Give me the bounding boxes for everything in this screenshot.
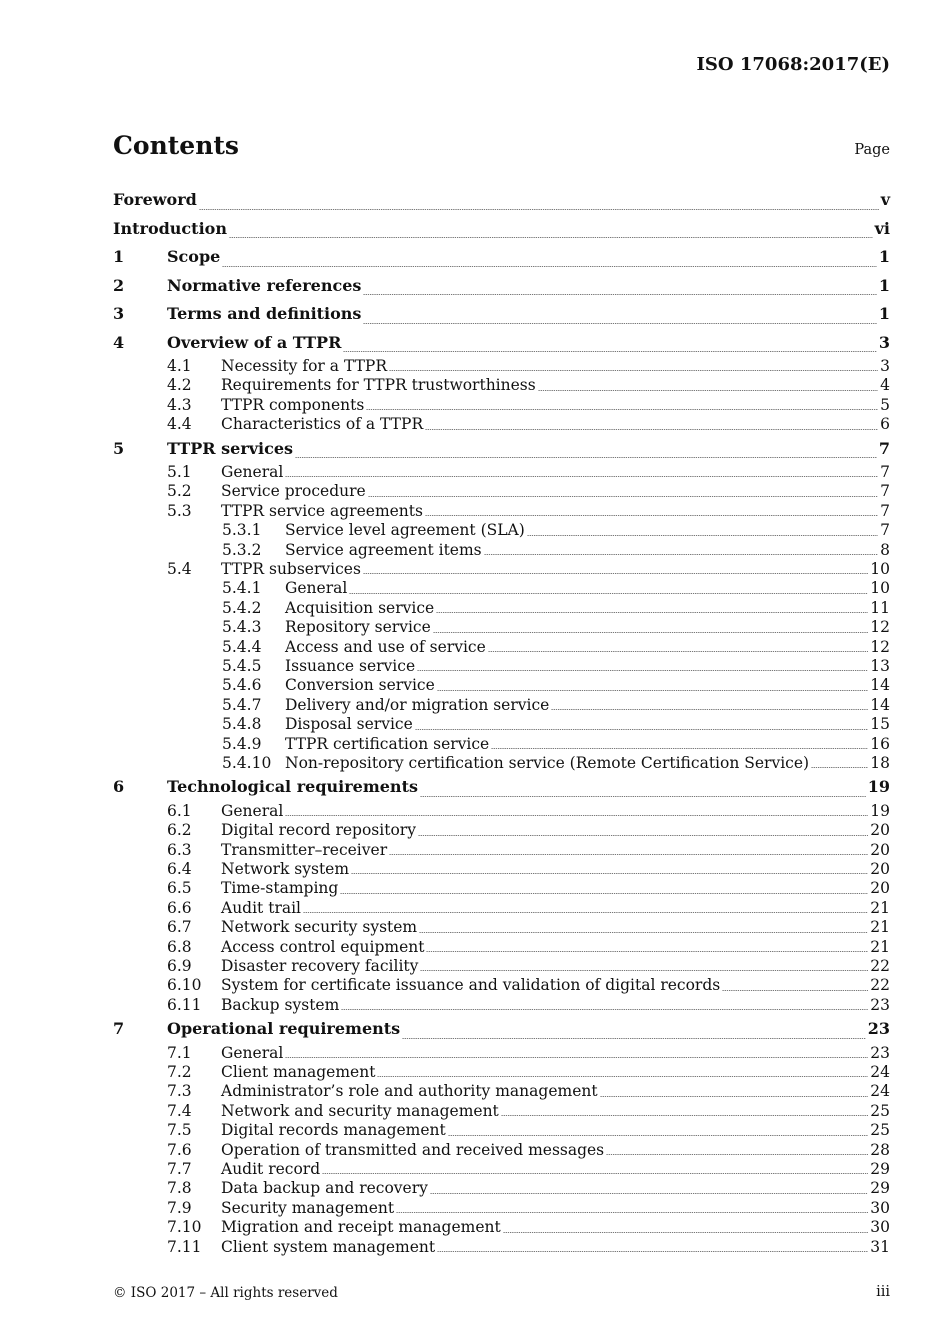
dot-leader xyxy=(488,651,868,652)
dot-leader xyxy=(420,970,868,971)
toc-entry[interactable] xyxy=(113,502,890,521)
toc-entry[interactable] xyxy=(113,482,890,501)
dot-leader xyxy=(448,1135,869,1136)
toc-entry-title: Network and security management xyxy=(221,1101,499,1120)
toc-entry-number: 5.4.3 xyxy=(222,618,262,637)
toc-entry-page: 24 xyxy=(870,1082,890,1101)
dot-leader xyxy=(349,593,868,594)
toc-entry-number: 4.3 xyxy=(167,395,192,414)
toc-entry[interactable] xyxy=(113,560,890,579)
toc-entry-page: 23 xyxy=(867,1019,890,1039)
dot-leader xyxy=(430,1193,868,1194)
page-column-label: Page xyxy=(854,142,890,158)
toc-entry-title: TTPR certification service xyxy=(285,734,490,753)
dot-leader xyxy=(285,1057,868,1058)
dot-leader xyxy=(341,1009,868,1010)
toc-entry[interactable] xyxy=(113,329,890,358)
toc-entry-title: Operational requirements xyxy=(167,1019,401,1039)
toc-entry-number: 6.5 xyxy=(167,879,192,898)
dot-leader xyxy=(402,1038,866,1039)
toc-entry-title: Introduction xyxy=(113,218,227,238)
toc-entry-title: Access control equipment xyxy=(221,937,425,956)
toc-entry-page: 19 xyxy=(870,801,890,820)
toc-entry-title: Characteristics of a TTPR xyxy=(221,415,424,434)
toc-entry-title: General xyxy=(221,801,284,820)
toc-entry-page: 3 xyxy=(878,332,890,352)
toc-entry-page: 21 xyxy=(870,918,890,937)
dot-leader xyxy=(420,796,866,797)
toc-entry-page: 29 xyxy=(870,1159,890,1178)
toc-entry[interactable] xyxy=(113,638,890,657)
toc-entry-page: 21 xyxy=(870,898,890,917)
toc-entry[interactable] xyxy=(113,463,890,482)
dot-leader xyxy=(285,476,878,477)
toc-entry-title: Overview of a TTPR xyxy=(167,332,342,352)
dot-leader xyxy=(722,990,868,991)
dot-leader xyxy=(396,1212,868,1213)
toc-entry-number: 6.4 xyxy=(167,859,192,878)
toc-entry[interactable] xyxy=(113,802,890,821)
toc-entry-page: 14 xyxy=(870,695,890,714)
toc-entry[interactable] xyxy=(113,860,890,879)
document-id: ISO 17068:2017(E) xyxy=(696,54,890,75)
dot-leader xyxy=(425,515,878,516)
toc-entry-page: 25 xyxy=(870,1101,890,1120)
toc-entry-page: 8 xyxy=(880,540,890,559)
toc-entry-number: 7.10 xyxy=(167,1218,202,1237)
toc-entry-title: General xyxy=(221,463,284,482)
toc-entry[interactable] xyxy=(113,996,890,1015)
footer-page-number: iii xyxy=(876,1284,890,1300)
dot-leader xyxy=(343,351,876,352)
toc-entry-number: 5.4.9 xyxy=(222,734,262,753)
toc-entry[interactable] xyxy=(113,1199,890,1218)
toc-entry-page: 10 xyxy=(870,579,890,598)
toc-entry-number: 7.2 xyxy=(167,1063,192,1081)
dot-leader xyxy=(322,1173,868,1174)
dot-leader xyxy=(527,535,878,536)
toc-entry[interactable] xyxy=(113,821,890,840)
toc-entry-title: Backup system xyxy=(221,995,340,1014)
dot-leader xyxy=(419,932,868,933)
toc-entry[interactable] xyxy=(113,357,890,376)
toc-entry-page: 7 xyxy=(880,463,890,482)
toc-entry-number: 5.4.8 xyxy=(222,715,262,734)
toc-entry-page: 25 xyxy=(870,1121,890,1140)
toc-entry-page: v xyxy=(880,190,890,209)
toc-entry-number: 6.6 xyxy=(167,898,192,917)
toc-entry[interactable] xyxy=(113,1121,890,1140)
toc-entry-page: 24 xyxy=(870,1063,890,1081)
toc-entry-title: Issuance service xyxy=(285,656,416,675)
dot-leader xyxy=(425,429,878,430)
toc-entry-number: 5.4 xyxy=(167,560,192,579)
toc-entry-title: Conversion service xyxy=(285,676,435,695)
toc-entry-title: Transmitter–receiver xyxy=(221,840,388,859)
toc-entry-number: 5.4.6 xyxy=(222,676,262,695)
toc-entry-page: 11 xyxy=(870,598,890,617)
toc-entry[interactable] xyxy=(113,841,890,860)
dot-leader xyxy=(538,390,878,391)
toc-entry-title: Digital record repository xyxy=(221,821,416,840)
toc-entry-title: Network security system xyxy=(221,918,418,937)
toc-entry-page: 3 xyxy=(880,357,890,375)
toc-entry-page: 20 xyxy=(870,840,890,859)
toc-entry-page: 12 xyxy=(870,618,890,637)
dot-leader xyxy=(351,873,868,874)
toc-entry-title: Administrator’s role and authority management xyxy=(221,1082,598,1101)
toc-entry-title: Network system xyxy=(221,859,350,878)
toc-entry-page: 29 xyxy=(870,1179,890,1198)
toc-entry[interactable] xyxy=(113,599,890,618)
toc-entry[interactable] xyxy=(113,976,890,995)
toc-entry-number: 4.1 xyxy=(167,357,192,375)
toc-entry-title: Service level agreement (SLA) xyxy=(285,521,525,540)
toc-entry-number: 5.3.1 xyxy=(222,521,262,540)
dot-leader xyxy=(491,748,868,749)
toc-entry-number: 4.4 xyxy=(167,415,192,434)
toc-entry-title: Terms and definitions xyxy=(167,304,362,323)
toc-entry-number: 7.7 xyxy=(167,1159,192,1178)
toc-entry-title: Audit record xyxy=(221,1159,321,1178)
toc-entry[interactable] xyxy=(113,938,890,957)
toc-entry-page: 18 xyxy=(870,753,890,772)
toc-entry-number: 1 xyxy=(113,247,125,266)
toc-entry-title: Disaster recovery facility xyxy=(221,956,419,975)
toc-entry-title: Operation of transmitted and received messages xyxy=(221,1140,605,1159)
dot-leader xyxy=(418,835,868,836)
toc-entry-title: Necessity for a TTPR xyxy=(221,357,388,375)
dot-leader xyxy=(606,1154,868,1155)
toc-entry-title: Disposal service xyxy=(285,715,413,734)
dot-leader xyxy=(417,670,868,671)
dot-leader xyxy=(437,1251,868,1252)
toc-entry[interactable] xyxy=(113,957,890,976)
toc-entry-page: 30 xyxy=(870,1198,890,1217)
toc-entry[interactable] xyxy=(113,579,890,598)
dot-leader xyxy=(389,854,868,855)
toc-entry[interactable] xyxy=(113,415,890,434)
toc-entry[interactable] xyxy=(113,215,890,244)
dot-leader xyxy=(503,1232,869,1233)
toc-entry-title: Acquisition service xyxy=(285,598,435,617)
toc-entry[interactable] xyxy=(113,773,890,802)
toc-entry-page: 28 xyxy=(870,1140,890,1159)
toc-entry-number: 7.9 xyxy=(167,1198,192,1217)
toc-entry-page: 14 xyxy=(870,676,890,695)
toc-entry-number: 2 xyxy=(113,275,125,295)
toc-entry-title: Client management xyxy=(221,1063,376,1081)
toc-entry-title: Client system management xyxy=(221,1237,436,1256)
toc-entry-number: 5.4.10 xyxy=(222,753,272,772)
dot-leader xyxy=(295,457,877,458)
toc-entry-page: vi xyxy=(874,218,890,238)
toc-entry-title: Access and use of service xyxy=(285,637,486,656)
toc-entry[interactable] xyxy=(113,376,890,395)
toc-entry[interactable] xyxy=(113,1179,890,1198)
dot-leader xyxy=(340,893,868,894)
toc-entry-number: 7.3 xyxy=(167,1082,192,1101)
contents-heading: Contents xyxy=(113,131,240,160)
toc-entry-title: Migration and receipt management xyxy=(221,1218,501,1237)
toc-entry-page: 15 xyxy=(870,715,890,734)
toc-entry[interactable] xyxy=(113,918,890,937)
copyright-footer: © ISO 2017 – All rights reserved xyxy=(113,1285,338,1301)
toc-entry-page: 20 xyxy=(870,879,890,898)
toc-entry-title: Audit trail xyxy=(221,898,302,917)
toc-entry-title: Service procedure xyxy=(221,482,366,501)
toc-entry-page: 23 xyxy=(870,1043,890,1062)
toc-entry-page: 7 xyxy=(880,501,890,520)
dot-leader xyxy=(368,496,878,497)
toc-entry-page: 6 xyxy=(880,415,890,434)
toc-entry-title: Foreword xyxy=(113,190,197,209)
toc-entry[interactable] xyxy=(113,1160,890,1179)
toc-entry-number: 7.6 xyxy=(167,1140,192,1159)
toc-entry-number: 5.4.7 xyxy=(222,695,262,714)
toc-entry[interactable] xyxy=(113,618,890,637)
toc-entry-page: 12 xyxy=(870,637,890,656)
toc-entry-number: 7.8 xyxy=(167,1179,192,1198)
toc-entry-number: 5.4.4 xyxy=(222,637,262,656)
toc-entry-title: Time-stamping xyxy=(221,879,339,898)
dot-leader xyxy=(229,237,873,238)
toc-entry-title: Technological requirements xyxy=(167,777,418,797)
toc-entry[interactable] xyxy=(113,521,890,540)
toc-entry-page: 22 xyxy=(870,956,890,975)
dot-leader xyxy=(366,409,878,410)
toc-entry-page: 13 xyxy=(870,656,890,675)
toc-entry[interactable] xyxy=(113,1044,890,1063)
toc-entry-number: 5.4.2 xyxy=(222,598,262,617)
dot-leader xyxy=(199,209,879,210)
toc-entry[interactable] xyxy=(113,1238,890,1257)
toc-entry-page: 22 xyxy=(870,976,890,995)
toc-entry-title: General xyxy=(285,579,348,598)
toc-entry[interactable] xyxy=(113,300,890,329)
dot-leader xyxy=(437,690,868,691)
toc-entry-page: 20 xyxy=(870,859,890,878)
toc-entry[interactable] xyxy=(113,435,890,464)
dot-leader xyxy=(551,709,868,710)
toc-entry-page: 16 xyxy=(870,734,890,753)
toc-entry-page: 7 xyxy=(880,482,890,501)
toc-entry[interactable] xyxy=(113,1102,890,1121)
toc-entry-number: 7 xyxy=(113,1019,125,1039)
toc-entry-number: 6.7 xyxy=(167,918,192,937)
dot-leader xyxy=(363,323,876,324)
toc-entry-title: Non-repository certification service (Remote Certification Service) xyxy=(285,753,810,772)
toc-entry[interactable] xyxy=(113,879,890,898)
toc-entry-title: Security management xyxy=(221,1198,395,1217)
toc-entry-number: 6.10 xyxy=(167,976,202,995)
toc-entry-page: 10 xyxy=(870,560,890,579)
toc-entry[interactable] xyxy=(113,735,890,754)
toc-entry-title: Data backup and recovery xyxy=(221,1179,428,1198)
toc-entry-number: 6.3 xyxy=(167,840,192,859)
toc-entry-number: 7.4 xyxy=(167,1101,192,1120)
dot-leader xyxy=(501,1115,868,1116)
toc-entry-title: Service agreement items xyxy=(285,540,482,559)
dot-leader xyxy=(426,951,868,952)
toc-entry[interactable] xyxy=(113,272,890,301)
toc-entry-number: 7.1 xyxy=(167,1043,192,1062)
toc-entry[interactable] xyxy=(113,754,890,773)
toc-entry[interactable] xyxy=(113,696,890,715)
toc-entry[interactable] xyxy=(113,1082,890,1101)
toc-entry-title: TTPR service agreements xyxy=(221,501,423,520)
toc-entry[interactable] xyxy=(113,186,890,215)
toc-entry-number: 6.1 xyxy=(167,801,192,820)
toc-entry-title: Requirements for TTPR trustworthiness xyxy=(221,376,536,395)
toc-entry-number: 5.4.5 xyxy=(222,656,262,675)
toc-entry-number: 6 xyxy=(113,777,125,797)
toc-entry-number: 5.4.1 xyxy=(222,579,262,598)
toc-entry-number: 7.5 xyxy=(167,1121,192,1140)
toc-entry-title: Scope xyxy=(167,247,221,266)
dot-leader xyxy=(415,729,868,730)
toc-entry-number: 5.2 xyxy=(167,482,192,501)
toc-entry-page: 31 xyxy=(870,1237,890,1256)
toc-entry-number: 3 xyxy=(113,304,125,323)
toc-entry-page: 1 xyxy=(878,275,890,295)
toc-entry-title: TTPR components xyxy=(221,395,365,414)
dot-leader xyxy=(377,1076,868,1077)
toc-entry-number: 6.8 xyxy=(167,937,192,956)
dot-leader xyxy=(433,632,868,633)
toc-entry[interactable] xyxy=(113,243,890,272)
toc-entry-title: System for certificate issuance and validation of digital records xyxy=(221,976,721,995)
toc-entry-page: 21 xyxy=(870,937,890,956)
toc-entry-page: 7 xyxy=(880,521,890,540)
toc-entry[interactable] xyxy=(113,1063,890,1082)
toc-entry-title: Delivery and/or migration service xyxy=(285,695,550,714)
toc-entry-title: General xyxy=(221,1043,284,1062)
toc-entry-number: 5.3.2 xyxy=(222,540,262,559)
dot-leader xyxy=(285,815,868,816)
toc-entry-page: 30 xyxy=(870,1218,890,1237)
toc-entry-page: 20 xyxy=(870,821,890,840)
toc-entry-number: 5.3 xyxy=(167,501,192,520)
toc-entry-page: 5 xyxy=(880,395,890,414)
table-of-contents xyxy=(113,186,890,1257)
toc-entry-number: 6.9 xyxy=(167,956,192,975)
toc-entry-title: Digital records management xyxy=(221,1121,446,1140)
toc-entry-page: 1 xyxy=(878,304,890,323)
toc-entry-number: 5.1 xyxy=(167,463,192,482)
toc-entry-number: 6.11 xyxy=(167,995,202,1014)
toc-entry-page: 4 xyxy=(880,376,890,395)
dot-leader xyxy=(436,612,868,613)
toc-entry-number: 6.2 xyxy=(167,821,192,840)
dot-leader xyxy=(484,554,878,555)
dot-leader xyxy=(222,266,877,267)
toc-entry[interactable] xyxy=(113,541,890,560)
toc-entry-page: 19 xyxy=(867,777,890,797)
toc-entry[interactable] xyxy=(113,715,890,734)
toc-entry-number: 4 xyxy=(113,332,125,352)
toc-entry-page: 7 xyxy=(878,438,890,458)
toc-entry[interactable] xyxy=(113,1141,890,1160)
dot-leader xyxy=(363,573,868,574)
toc-entry-title: Repository service xyxy=(285,618,431,637)
toc-entry-number: 5 xyxy=(113,438,125,458)
toc-entry-title: Normative references xyxy=(167,275,362,295)
dot-leader xyxy=(811,767,868,768)
dot-leader xyxy=(363,294,876,295)
toc-entry[interactable] xyxy=(113,676,890,695)
toc-entry-page: 23 xyxy=(870,995,890,1014)
toc-entry[interactable] xyxy=(113,1218,890,1237)
toc-entry-page: 1 xyxy=(878,247,890,266)
toc-entry[interactable] xyxy=(113,1015,890,1044)
toc-entry[interactable] xyxy=(113,899,890,918)
dot-leader xyxy=(600,1096,869,1097)
toc-entry[interactable] xyxy=(113,396,890,415)
toc-entry-number: 4.2 xyxy=(167,376,192,395)
toc-entry-number: 7.11 xyxy=(167,1237,202,1256)
dot-leader xyxy=(389,370,878,371)
toc-entry-title: TTPR subservices xyxy=(221,560,361,579)
dot-leader xyxy=(303,912,868,913)
toc-entry[interactable] xyxy=(113,657,890,676)
toc-entry-title: TTPR services xyxy=(167,438,294,458)
